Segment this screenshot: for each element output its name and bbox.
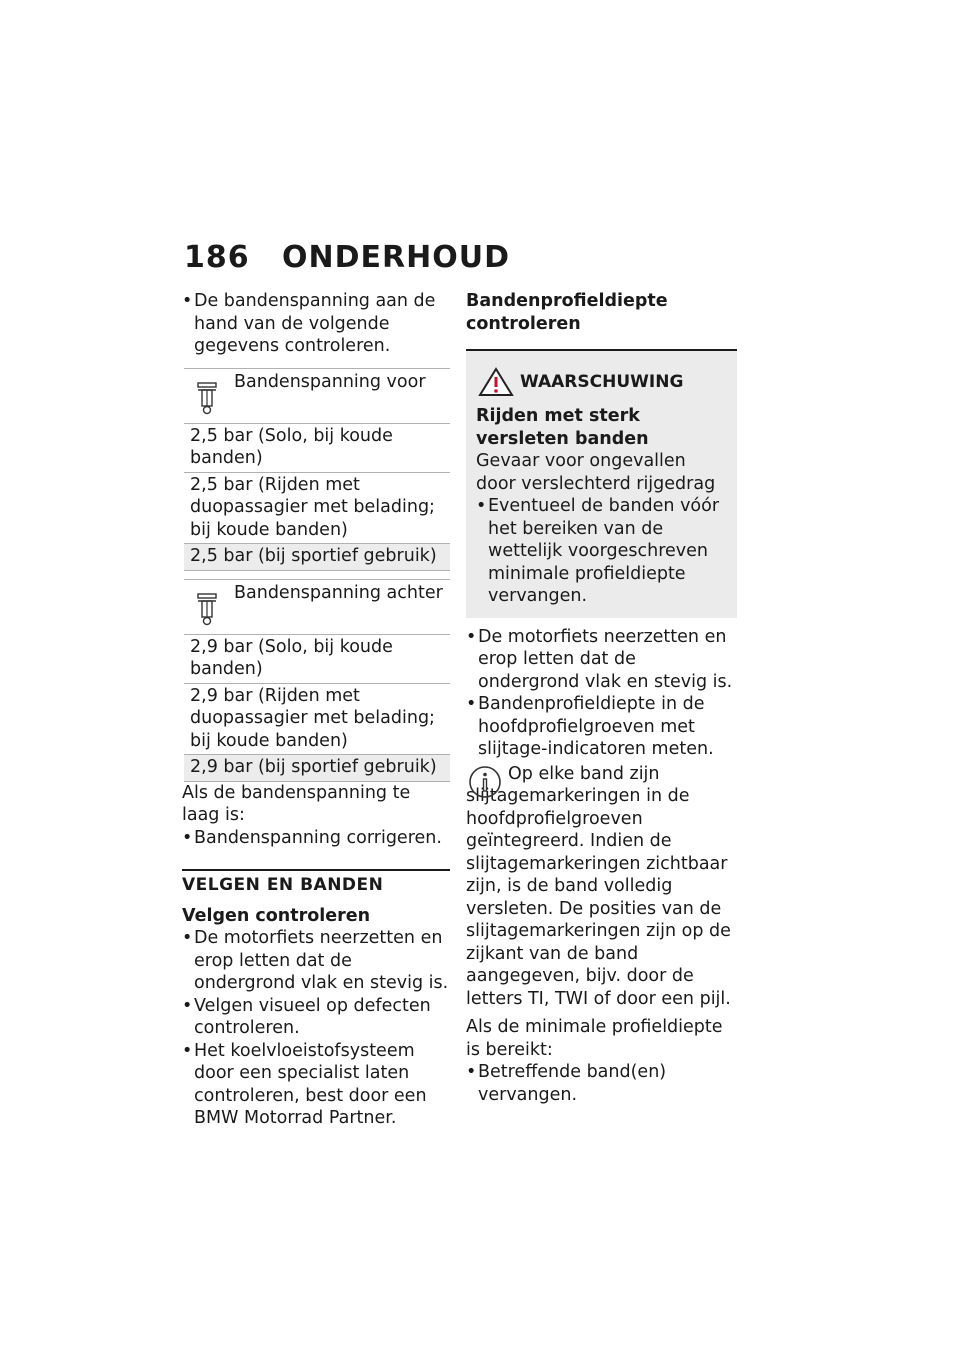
warning-text: Gevaar voor ongevallen door verslechterd rijgedrag (476, 451, 716, 494)
list-item: • Bandenprofieldiepte in de hoofdprofielgroeven met slijtage-indicatoren meten. (466, 694, 714, 759)
list-item: • Het koelvloeistofsysteem door een specialist laten controleren, best door een BMW Motorrad Partner. (182, 1040, 427, 1128)
bullet-icon: • (466, 626, 477, 647)
section-title: VELGEN EN BANDEN (182, 875, 384, 895)
bullet-icon: • (182, 928, 193, 948)
spec-row: 2,9 bar (bij sportief gebruik) (184, 755, 450, 782)
list-item: • Betreffende band(en) vervangen. (466, 1062, 667, 1105)
list-item: • Eventueel de banden vóór het bereiken van de wettelijk voorgeschreven minimale profieldiepte vervangen. (476, 496, 720, 606)
info-icon (468, 765, 502, 799)
spec-row: 2,5 bar (bij sportief gebruik) (184, 544, 450, 571)
page-number: 186 (184, 240, 250, 275)
tire-gauge-icon (196, 381, 218, 415)
subsection-title: Bandenprofieldiepte controleren (466, 291, 668, 334)
warning-heading: WAARSCHUWING (476, 367, 727, 399)
tire-gauge-icon (196, 592, 218, 626)
if-min-text: Als de minimale profieldiepte is bereikt: (466, 1017, 723, 1060)
bullet-icon: • (182, 827, 193, 848)
bullet-icon: • (182, 291, 193, 311)
list-item: • Bandenspanning corrigeren. (182, 827, 442, 848)
list-item: • De motorfiets neerzetten en erop letten dat de ondergrond vlak en stevig is. (182, 928, 449, 993)
left-column (182, 290, 450, 1130)
list-item: • Velgen visueel op defecten controleren. (182, 995, 431, 1038)
subsection-title: Velgen controleren (182, 905, 371, 926)
bullet-icon: • (182, 995, 193, 1016)
warning-title: Rijden met sterk versleten banden (476, 406, 649, 449)
info-note (466, 763, 737, 1011)
spec-table-rear (184, 579, 450, 782)
info-text: Op elke band zijn slijtagemarkeringen in de hoofdprofielgroeven geïntegreerd. Indien de slijtagemarkeringen zichtbaar zijn, is de band volledig versleten. De posities van de slijtagemarkeringen zijn op de zijkant van de band aangegeven, bijv. door de letters TI, TWI of door een pijl. (466, 763, 731, 1009)
right-column (466, 290, 737, 1106)
bullet-icon: • (476, 496, 487, 516)
spec-row: 2,9 bar (Solo, bij koude banden) (184, 635, 450, 684)
if-low-text: Als de bandenspanning te laag is: (182, 782, 411, 825)
bullet-icon: • (466, 1062, 477, 1082)
spec-heading: Bandenspanning achter (184, 580, 450, 635)
spec-table-front (184, 368, 450, 571)
bullet-icon: • (466, 694, 477, 714)
spec-heading: Bandenspanning voor (184, 369, 450, 424)
section-divider (182, 869, 450, 871)
warning-box (466, 351, 737, 618)
warning-triangle-icon (478, 367, 514, 397)
spec-row: 2,9 bar (Rijden met duopassagier met belading; bij koude banden) (184, 684, 450, 756)
list-item: • De bandenspanning aan de hand van de volgende gegevens controleren. (182, 291, 436, 356)
spec-row: 2,5 bar (Rijden met duopassagier met belading; bij koude banden) (184, 473, 450, 545)
chapter-title: ONDERHOUD (282, 240, 510, 275)
list-item: • De motorfiets neerzetten en erop letten dat de ondergrond vlak en stevig is. (466, 626, 733, 692)
bullet-icon: • (182, 1040, 193, 1061)
spec-row: 2,5 bar (Solo, bij koude banden) (184, 424, 450, 473)
